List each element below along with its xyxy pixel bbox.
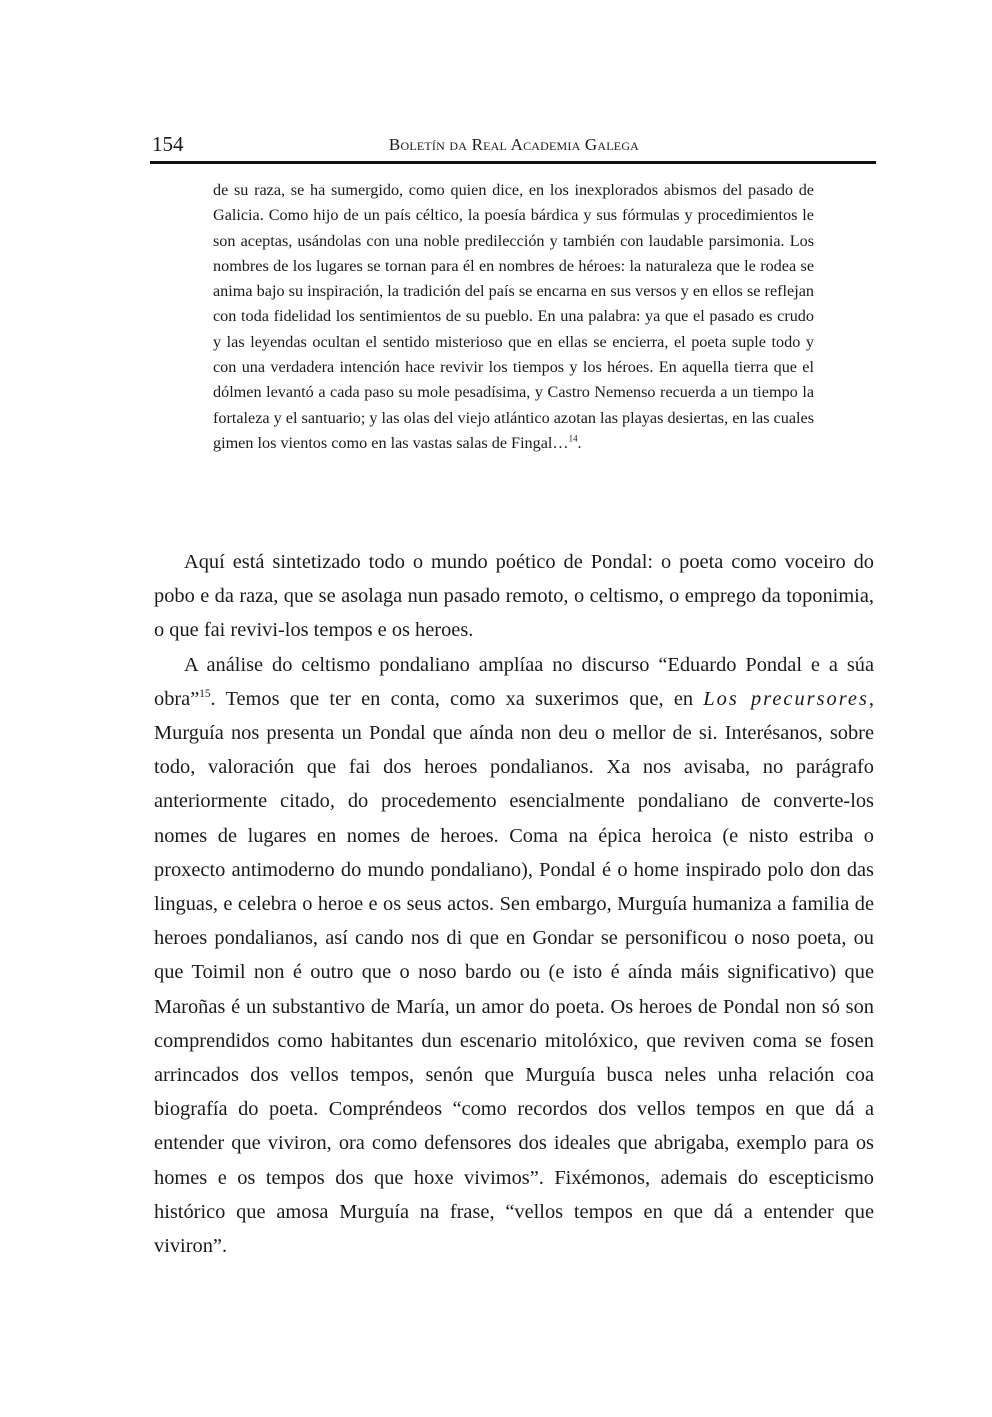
paragraph-2-part-b: . Temos que ter en conta, como xa suxerimos que, en [210, 687, 704, 710]
paragraph-1: Aquí está sintetizado todo o mundo poético de Pondal: o poeta como voceiro do pobo e da raza, que se asolaga nun pasado remoto, o celtismo, o emprego da toponimia, o que fai revivi-los tempos e os heroes. [154, 551, 874, 642]
book-title-italic: Los precursores [703, 687, 869, 710]
footnote-ref-15[interactable]: 15 [199, 688, 211, 701]
header-rule [150, 161, 876, 164]
body-text [154, 545, 874, 1263]
footnote-ref-14[interactable]: 14 [568, 433, 578, 444]
paragraph-2 [154, 648, 874, 1264]
page-number: 154 [152, 132, 184, 156]
quote-end: . [577, 433, 582, 452]
paragraph-2-part-c: , Murguía nos presenta un Pondal que aínda non deu o mellor de si. Interésanos, sobre todo, valoración que fai dos heroes pondalianos. Xa nos avisaba, no parágrafo anteriormente citado, do procedemento esencialmente pondaliano de converte-los nomes de lugares en nomes de heroes. Coma na épica heroica (e nisto estriba o proxecto antimoderno do mundo pondaliano), Pondal é o home inspirado polo don das linguas, e celebra o heroe e os seus actos. Sen embargo, Murguía humaniza a familia de heroes pondalianos, así cando nos di que en Gondar se personificou o noso poeta, ou que Toimil non é outro que o noso bardo ou (e isto é aínda máis significativo) que Maroñas é un substantivo de María, un amor do poeta. Os heroes de Pondal non só son comprendidos como habitantes dun escenario mitolóxico, que reviven coma se fosen arrincados dos vellos tempos, senón que Murguía busca neles unha relación coa biografía do poeta. Compréndeos “como recordos dos vellos tempos en que dá a entender que viviron, ora como defensores dos ideales que abrigaba, exemplo para os homes e os tempos dos que hoxe vivimos”. Fixémonos, ademais do escepticismo histórico que amosa Murguía na frase, “vellos tempos en que dá a entender que viviron”. [154, 687, 874, 1258]
block-quote [213, 178, 814, 456]
block-quote-text [213, 178, 814, 456]
running-header [152, 130, 876, 160]
paragraph-2-part-a: A análise do celtismo pondaliano amplíaa no discurso “Eduardo Pondal e a súa obra” [154, 653, 874, 710]
running-title: Boletín da Real Academia Galega [388, 135, 640, 154]
quote-body: de su raza, se ha sumergido, como quien dice, en los inexplorados abismos del pasado de Galicia. Como hijo de un país céltico, la poesía bárdica y sus fórmulas y procedimientos le son aceptas, usándolas con una noble predilección y también con laudable parsimonia. Los nombres de los lugares se tornan para él en nombres de héroes: la naturaleza que le rodea se anima bajo su inspiración, la tradición del país se encarna en sus versos y en ellos se reflejan con toda fidelidad los sentimientos de su pueblo. En una palabra: ya que el pasado es crudo y las leyendas ocultan el sentido misterioso que en ellas se encierra, el poeta suple todo y con una verdadera intención hace revivir los tiempos y los héroes. En aquella tierra que el dólmen levantó a cada paso su mole pesadísima, y Castro Nemenso recuerda a un tiempo la fortaleza y el santuario; y las olas del viejo atlántico azotan las playas desiertas, en las cuales gimen los vientos como en las vastas salas de Fingal… [213, 181, 814, 452]
